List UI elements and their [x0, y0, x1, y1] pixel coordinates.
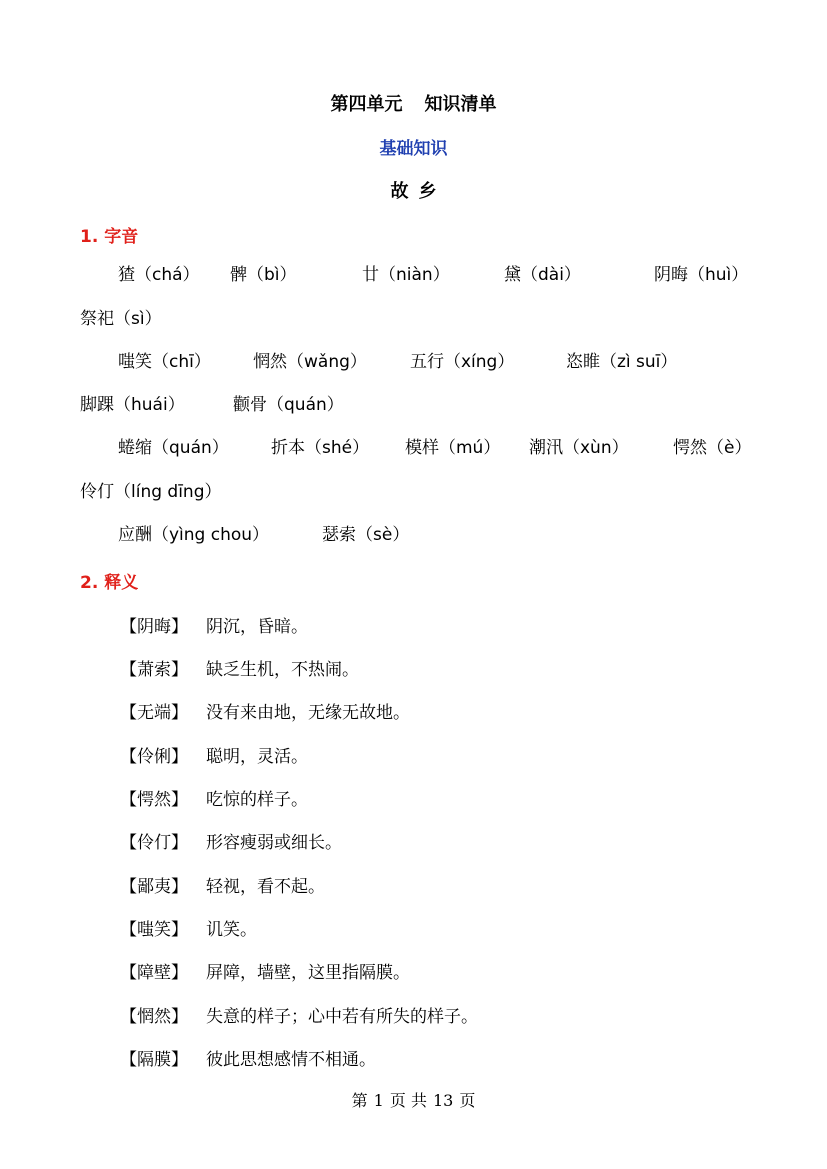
footer-page-number: 1: [373, 1091, 384, 1110]
footer-suffix: 页: [459, 1091, 476, 1110]
definition-meaning: 失意的样子；心中若有所失的样子。: [206, 1007, 478, 1027]
definition-meaning: 聪明，灵活。: [206, 747, 308, 767]
pinyin-item: 瑟索（sè）: [322, 525, 410, 545]
definition-row: [120, 1045, 376, 1070]
definition-meaning: 彼此思想感情不相通。: [206, 1050, 376, 1070]
title-part2: 知识清单: [424, 94, 497, 115]
definition-row: [120, 1002, 478, 1027]
definition-row: [120, 958, 410, 983]
pinyin-item: 潮汛（xùn）: [529, 438, 629, 458]
definition-meaning: 缺乏生机，不热闹。: [206, 660, 359, 680]
definition-term: 【愕然】: [120, 790, 188, 810]
lesson-title: 故乡: [390, 181, 447, 202]
page-footer: [0, 1088, 827, 1111]
pinyin-item: 髀（bì）: [230, 265, 297, 285]
page-title: [0, 90, 827, 116]
pinyin-item: 模样（mú）: [405, 438, 501, 458]
definition-term: 【伶仃】: [120, 833, 188, 853]
definition-term: 【萧索】: [120, 660, 188, 680]
pinyin-item: 脚踝（huái）: [80, 395, 185, 415]
definition-term: 【无端】: [120, 703, 188, 723]
definition-row: [120, 785, 308, 810]
definition-meaning: 没有来由地，无缘无故地。: [206, 703, 410, 723]
definition-row: [120, 612, 308, 637]
definition-meaning: 讥笑。: [206, 920, 257, 940]
section-heading-pronunciation: 1. 字音: [80, 227, 139, 247]
pinyin-item: 廿（niàn）: [362, 265, 450, 285]
footer-prefix: 第: [351, 1091, 368, 1110]
pinyin-item: 猹（chá）: [118, 265, 200, 285]
definition-term: 【阴晦】: [120, 617, 188, 637]
definition-term: 【障壁】: [120, 963, 188, 983]
pinyin-item: 伶仃（líng dīng）: [80, 482, 222, 502]
pinyin-item: 黛（dài）: [504, 265, 581, 285]
definition-row: [120, 655, 359, 680]
pinyin-item: 阴晦（huì）: [654, 265, 749, 285]
subtitle: 基础知识: [379, 139, 448, 159]
definition-term: 【伶俐】: [120, 747, 188, 767]
definition-meaning: 吃惊的样子。: [206, 790, 308, 810]
definition-row: [120, 915, 257, 940]
footer-middle: 页 共: [389, 1091, 427, 1110]
pinyin-item: 折本（shé）: [271, 438, 370, 458]
pinyin-item: 蜷缩（quán）: [118, 438, 229, 458]
definition-term: 【嗤笑】: [120, 920, 188, 940]
pinyin-item: 惘然（wǎng）: [253, 352, 367, 372]
pinyin-item: 恣睢（zì suī）: [566, 352, 678, 372]
footer-total-pages: 13: [432, 1091, 454, 1110]
definition-term: 【惘然】: [120, 1007, 188, 1027]
definition-row: [120, 828, 342, 853]
definition-row: [120, 698, 410, 723]
definition-meaning: 屏障，墙壁，这里指隔膜。: [206, 963, 410, 983]
pinyin-item: 应酬（yìng chou）: [118, 525, 270, 545]
pinyin-item: 颧骨（quán）: [233, 395, 344, 415]
section-heading-definitions: 2. 释义: [80, 573, 139, 593]
definition-row: [120, 872, 325, 897]
pinyin-item: 嗤笑（chī）: [118, 352, 211, 372]
title-part1: 第四单元: [330, 94, 403, 115]
pinyin-item: 祭祀（sì）: [80, 309, 162, 329]
pinyin-item: 愕然（è）: [673, 438, 752, 458]
definition-meaning: 轻视，看不起。: [206, 877, 325, 897]
definition-meaning: 阴沉，昏暗。: [206, 617, 308, 637]
definition-term: 【鄙夷】: [120, 877, 188, 897]
definition-row: [120, 742, 308, 767]
pinyin-item: 五行（xíng）: [410, 352, 515, 372]
definition-term: 【隔膜】: [120, 1050, 188, 1070]
definition-meaning: 形容瘦弱或细长。: [206, 833, 342, 853]
